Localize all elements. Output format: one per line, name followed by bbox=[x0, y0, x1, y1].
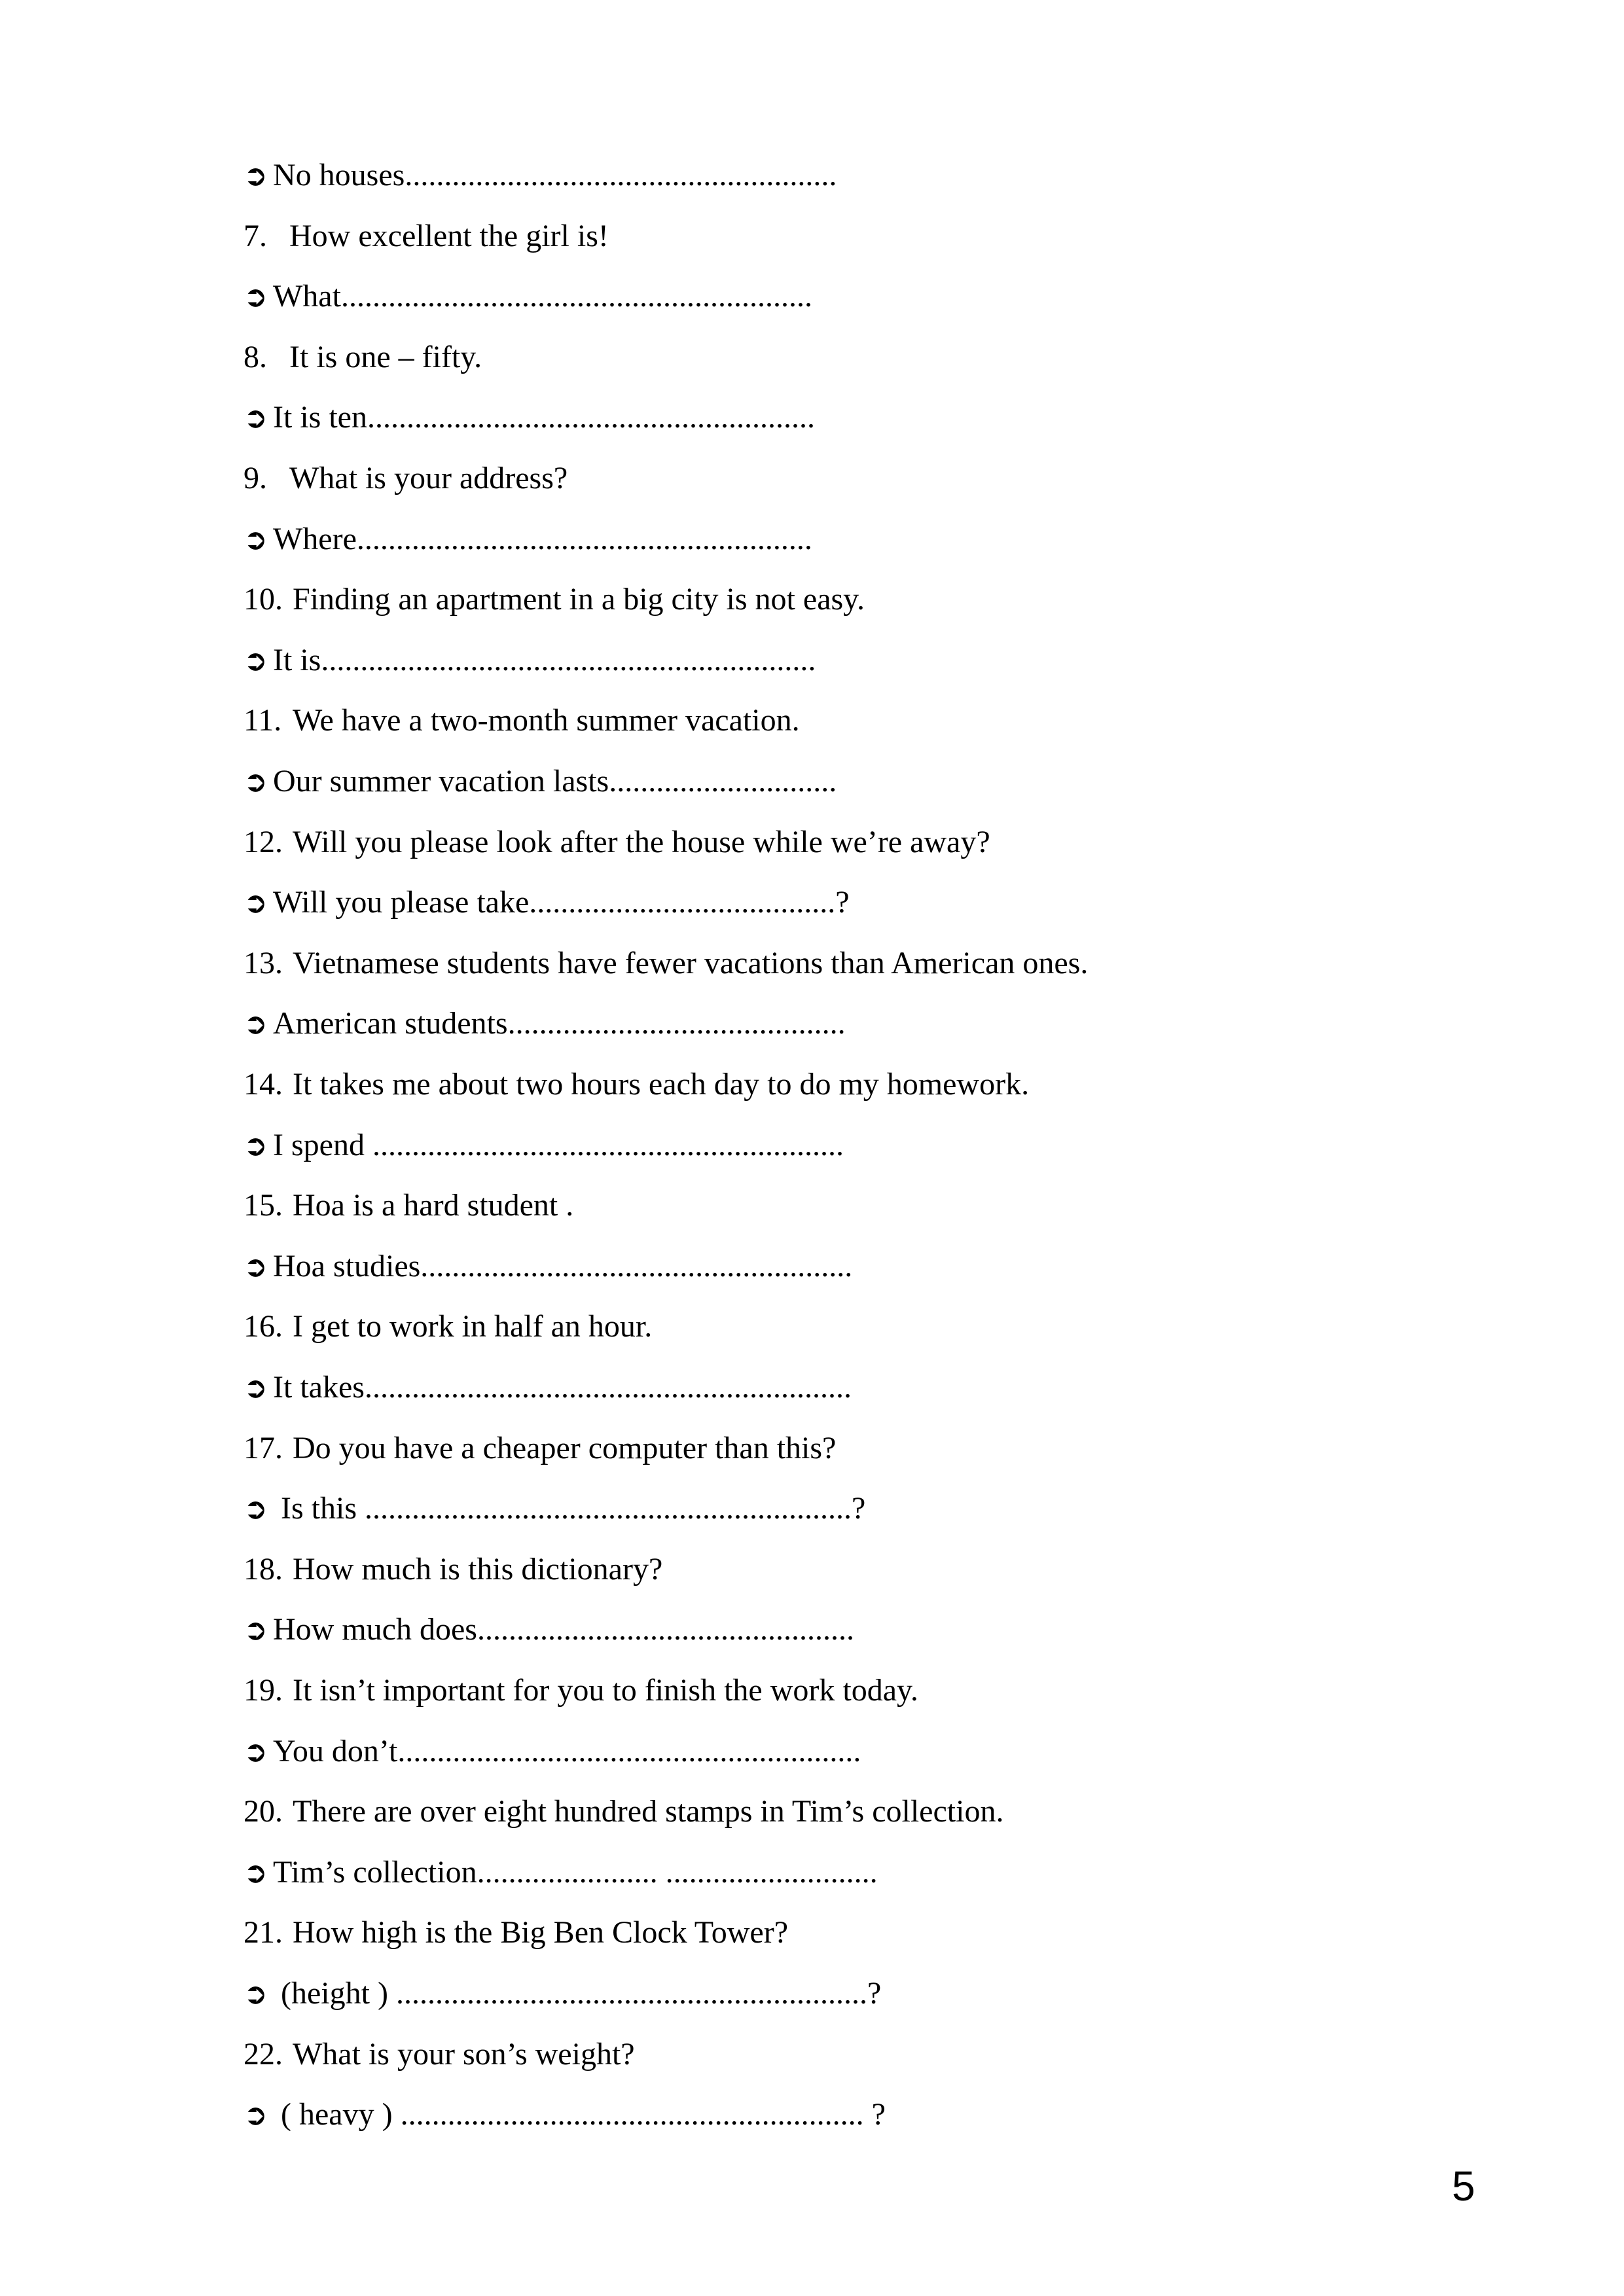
question-number: 13. bbox=[244, 946, 283, 980]
question-line bbox=[244, 1186, 573, 1225]
question-text: We have a two-month summer vacation. bbox=[293, 703, 800, 738]
answer-line bbox=[244, 1489, 865, 1528]
question-line bbox=[244, 823, 990, 862]
arrow-icon: ➲ bbox=[244, 401, 268, 435]
question-line bbox=[244, 1065, 1029, 1104]
question-text: It isn’t important for you to finish the work today. bbox=[293, 1673, 918, 1708]
answer-line bbox=[244, 398, 815, 437]
question-number: 18. bbox=[244, 1552, 283, 1587]
question-number: 22. bbox=[244, 2037, 283, 2072]
arrow-icon: ➲ bbox=[244, 2098, 268, 2132]
arrow-icon: ➲ bbox=[244, 765, 268, 798]
arrow-icon: ➲ bbox=[244, 1856, 268, 1890]
question-number: 9. bbox=[244, 461, 267, 495]
answer-prompt: You don’t........................................................... bbox=[273, 1734, 861, 1768]
question-text: Hoa is a hard student . bbox=[293, 1188, 574, 1223]
question-line bbox=[244, 459, 568, 498]
question-number: 20. bbox=[244, 1794, 283, 1829]
arrow-icon: ➲ bbox=[244, 1492, 268, 1526]
answer-line bbox=[244, 762, 837, 801]
question-text: There are over eight hundred stamps in Tim’s collection. bbox=[293, 1794, 1004, 1829]
arrow-icon: ➲ bbox=[244, 1129, 268, 1162]
arrow-icon: ➲ bbox=[244, 1007, 268, 1041]
answer-prompt: I spend ............................................................ bbox=[273, 1128, 844, 1162]
question-text: It takes me about two hours each day to do my homework. bbox=[293, 1067, 1030, 1102]
question-line bbox=[244, 1913, 788, 1952]
question-line bbox=[244, 2035, 635, 2074]
answer-line bbox=[244, 641, 816, 680]
answer-line bbox=[244, 1610, 854, 1649]
question-text: I get to work in half an hour. bbox=[293, 1309, 653, 1344]
question-text: What is your son’s weight? bbox=[293, 2037, 635, 2072]
answer-line bbox=[244, 277, 812, 316]
arrow-icon: ➲ bbox=[244, 1250, 268, 1283]
question-line bbox=[244, 944, 1088, 983]
answer-line bbox=[244, 1247, 852, 1286]
arrow-icon: ➲ bbox=[244, 886, 268, 920]
answer-line bbox=[244, 1974, 881, 2013]
question-text: Do you have a cheaper computer than this? bbox=[293, 1431, 837, 1465]
question-line bbox=[244, 580, 865, 619]
answer-line bbox=[244, 883, 850, 922]
arrow-icon: ➲ bbox=[244, 644, 268, 677]
question-line bbox=[244, 1792, 1003, 1831]
arrow-icon: ➲ bbox=[244, 159, 268, 192]
question-line bbox=[244, 701, 800, 740]
answer-prompt: It takes.............................................................. bbox=[273, 1370, 852, 1405]
answer-line bbox=[244, 1126, 844, 1165]
arrow-icon: ➲ bbox=[244, 1613, 268, 1647]
answer-prompt: Hoa studies....................................................... bbox=[273, 1249, 853, 1283]
answer-prompt: (height ) ............................................................? bbox=[273, 1976, 882, 2011]
answer-prompt: How much does................................................ bbox=[273, 1612, 854, 1647]
question-line bbox=[244, 1307, 652, 1346]
question-number: 17. bbox=[244, 1431, 283, 1465]
question-line bbox=[244, 1550, 662, 1589]
question-number: 14. bbox=[244, 1067, 283, 1102]
question-line bbox=[244, 1671, 918, 1710]
question-text: Finding an apartment in a big city is not easy. bbox=[293, 582, 865, 617]
question-line bbox=[244, 1429, 836, 1468]
question-number: 10. bbox=[244, 582, 283, 617]
question-text: Will you please look after the house while we’re away? bbox=[293, 825, 990, 859]
question-text: It is one – fifty. bbox=[289, 340, 482, 374]
question-text: How high is the Big Ben Clock Tower? bbox=[293, 1915, 789, 1950]
question-text: How excellent the girl is! bbox=[289, 219, 609, 253]
answer-prompt: ( heavy ) ........................................................... ? bbox=[273, 2097, 886, 2132]
answer-line bbox=[244, 2095, 886, 2134]
question-number: 16. bbox=[244, 1309, 283, 1344]
answer-line bbox=[244, 1732, 861, 1771]
question-number: 19. bbox=[244, 1673, 283, 1708]
question-number: 21. bbox=[244, 1915, 283, 1950]
question-number: 12. bbox=[244, 825, 283, 859]
arrow-icon: ➲ bbox=[244, 280, 268, 314]
question-number: 15. bbox=[244, 1188, 283, 1223]
arrow-icon: ➲ bbox=[244, 1371, 268, 1405]
question-text: Vietnamese students have fewer vacations than American ones. bbox=[293, 946, 1089, 980]
page-number: 5 bbox=[1452, 2162, 1475, 2210]
answer-prompt: Where.......................................................... bbox=[273, 522, 812, 556]
answer-prompt: It is............................................................... bbox=[273, 643, 816, 677]
question-text: What is your address? bbox=[289, 461, 568, 495]
answer-line bbox=[244, 1853, 878, 1892]
arrow-icon: ➲ bbox=[244, 523, 268, 556]
answer-line bbox=[244, 1004, 846, 1043]
answer-line bbox=[244, 1368, 852, 1407]
answer-prompt: Our summer vacation lasts............................. bbox=[273, 764, 837, 798]
question-text: How much is this dictionary? bbox=[293, 1552, 663, 1587]
question-number: 7. bbox=[244, 219, 267, 253]
question-line bbox=[244, 338, 482, 377]
answer-line bbox=[244, 520, 812, 559]
question-line bbox=[244, 217, 609, 256]
answer-prompt: Will you please take.......................................? bbox=[273, 885, 850, 920]
answer-prompt: Is this ..............................................................? bbox=[273, 1491, 866, 1526]
arrow-icon: ➲ bbox=[244, 1735, 268, 1768]
answer-prompt: American students........................................... bbox=[273, 1006, 846, 1041]
answer-line bbox=[244, 156, 837, 195]
arrow-icon: ➲ bbox=[244, 1977, 268, 2011]
answer-prompt: What............................................................ bbox=[273, 279, 812, 314]
question-number: 8. bbox=[244, 340, 267, 374]
answer-prompt: It is ten......................................................... bbox=[273, 400, 815, 435]
question-number: 11. bbox=[244, 703, 282, 738]
answer-prompt: Tim’s collection....................... ........................... bbox=[273, 1855, 878, 1890]
answer-prompt: No houses....................................................... bbox=[273, 158, 837, 192]
